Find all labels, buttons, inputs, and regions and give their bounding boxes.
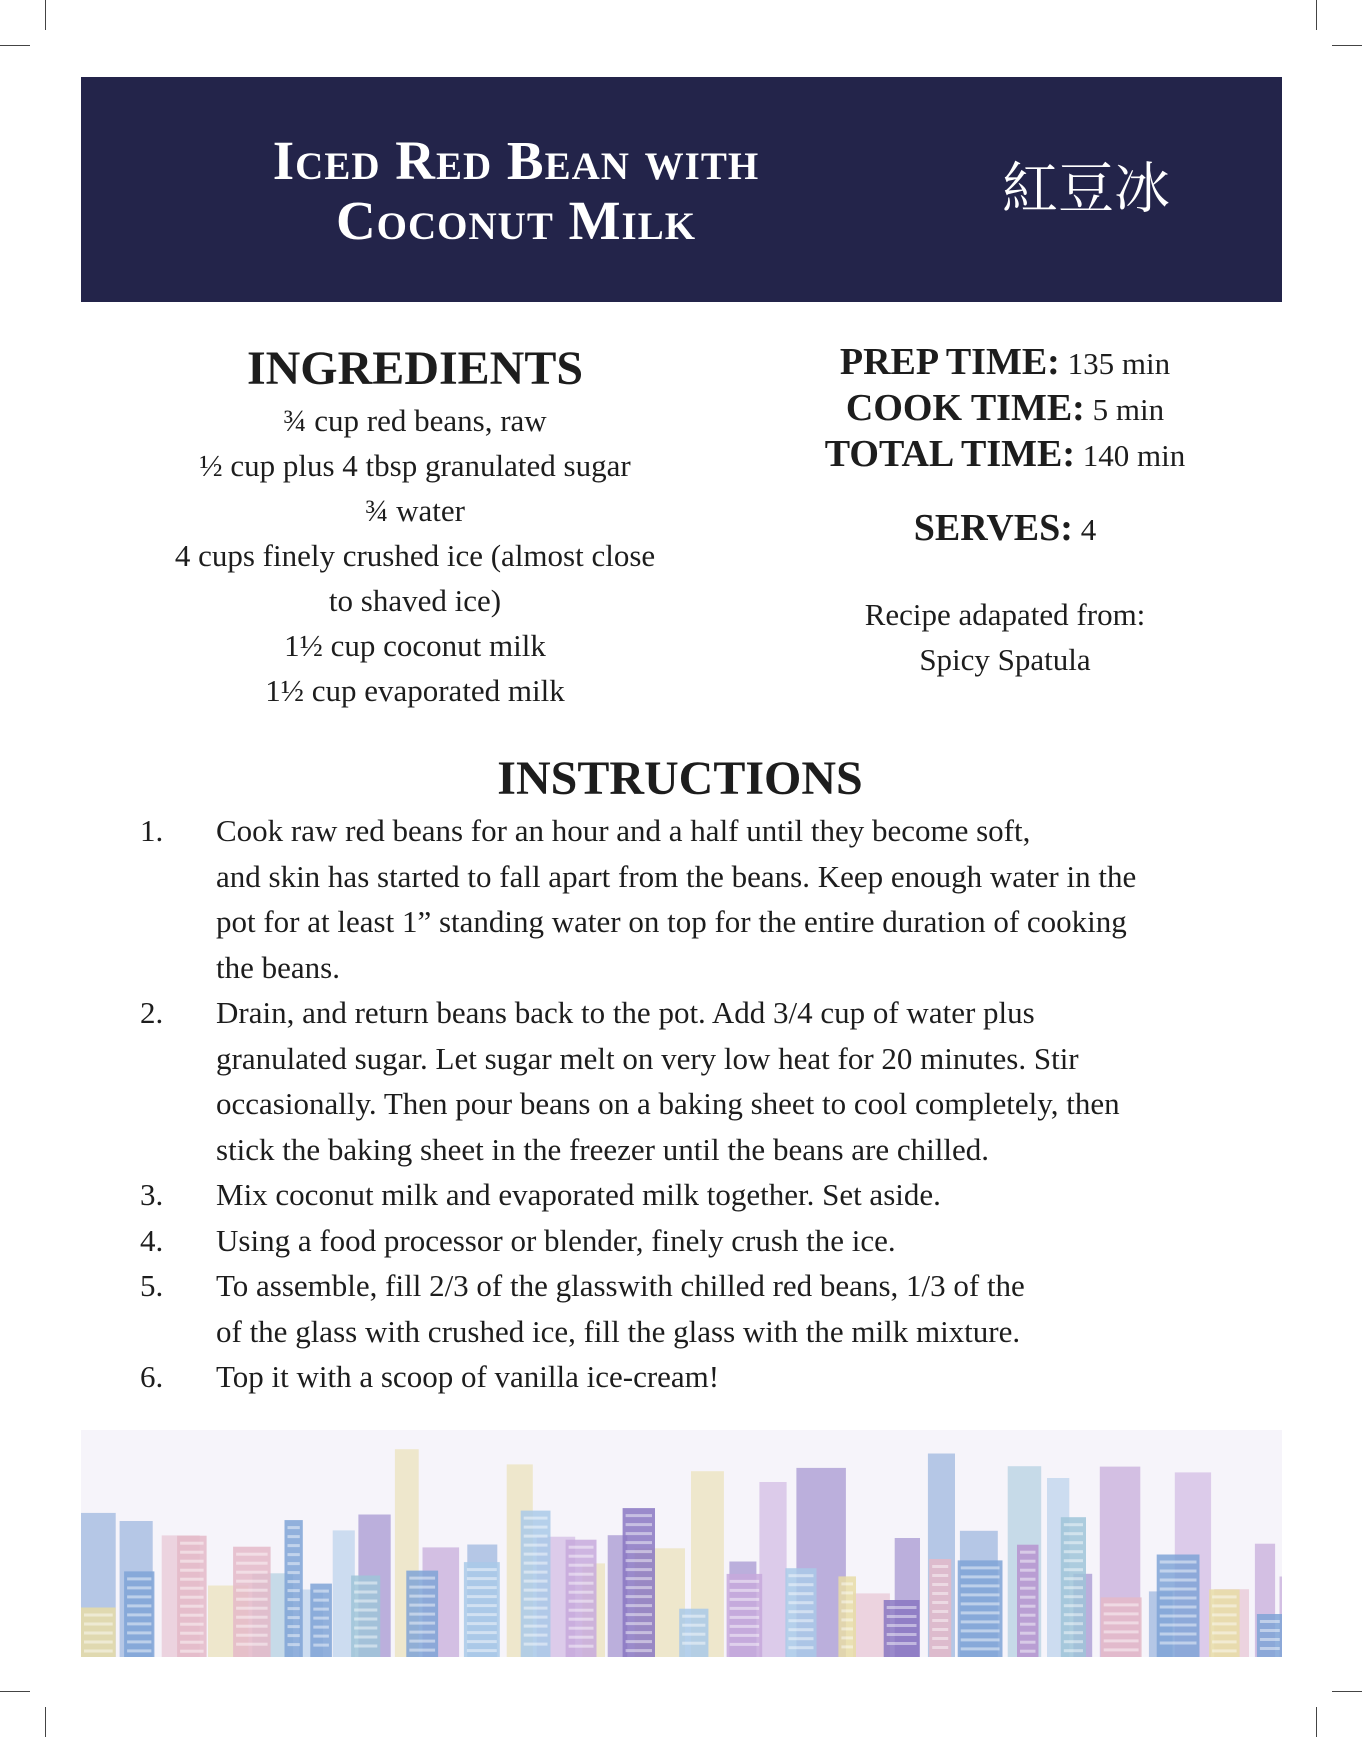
building	[1157, 1555, 1200, 1658]
building	[785, 1568, 816, 1657]
building	[623, 1508, 655, 1657]
ingredient-item: 1½ cup coconut milk	[284, 628, 546, 663]
building	[1209, 1589, 1240, 1657]
city-skyline-illustration	[81, 1410, 1282, 1657]
step-text-line: and skin has started to fall apart from the beans. Keep enough water in the	[216, 858, 1137, 894]
building	[958, 1560, 1003, 1657]
building	[679, 1609, 708, 1657]
serves-value: 4	[1080, 512, 1097, 547]
prep-time-label: PREP TIME:	[839, 341, 1060, 383]
recipe-title-line: Iced Red Bean with	[272, 130, 760, 191]
building	[285, 1520, 303, 1657]
step-text-line: Drain, and return beans back to the pot. Add 3/4 cup of water plus	[216, 995, 1035, 1030]
instruction-step	[130, 990, 1230, 1172]
step-number: 1.	[140, 813, 164, 848]
crop-mark	[45, 0, 46, 30]
ingredient-item: 1½ cup evaporated milk	[265, 673, 565, 708]
ingredient-item: 4 cups finely crushed ice (almost close	[174, 538, 656, 573]
ingredients-heading: INGREDIENTS	[246, 342, 584, 395]
crop-mark	[0, 45, 30, 46]
building	[1061, 1517, 1086, 1657]
building	[727, 1574, 763, 1657]
building	[81, 1608, 116, 1658]
step-number: 2.	[140, 995, 164, 1030]
serves-label: SERVES:	[913, 507, 1073, 549]
title-banner	[81, 77, 1282, 302]
prep-time-value: 135 min	[1067, 346, 1171, 381]
prep-time	[780, 340, 1230, 386]
building	[351, 1576, 380, 1658]
step-text-line: Top it with a scoop of vanilla ice-cream!	[216, 1359, 720, 1394]
building	[177, 1536, 207, 1657]
building	[566, 1540, 597, 1657]
building	[929, 1559, 951, 1657]
building	[759, 1482, 786, 1657]
cook-time-value: 5 min	[1092, 392, 1165, 427]
instructions-heading: INSTRUCTIONS	[497, 752, 863, 805]
ingredient-item: ¾ cup red beans, raw	[283, 403, 547, 438]
step-number: 4.	[140, 1222, 164, 1258]
instruction-step	[130, 1263, 1230, 1354]
crop-mark	[1316, 1707, 1317, 1737]
ingredient-item: ½ cup plus 4 tbsp granulated sugar	[199, 448, 631, 483]
crop-mark	[1332, 45, 1362, 46]
step-number: 3.	[140, 1177, 164, 1212]
instructions-section	[130, 750, 1230, 1400]
building	[521, 1511, 551, 1657]
step-text-line: of the glass with crushed ice, fill the glass with the milk mixture.	[216, 1313, 1021, 1349]
crop-mark	[45, 1707, 46, 1737]
recipe-source-line: Recipe adapated from:	[864, 597, 1146, 632]
ingredients-section	[120, 340, 710, 713]
instruction-step	[130, 1218, 1230, 1264]
step-text-line: the beans.	[216, 949, 340, 985]
step-text-line: occasionally. Then pour beans on a baking sheet to cool completely, then	[216, 1086, 1120, 1121]
ingredient-item: ¾ water	[365, 493, 465, 528]
crop-mark	[0, 1691, 30, 1692]
instruction-step	[130, 808, 1230, 990]
crop-mark	[1332, 1691, 1362, 1692]
recipe-title-chinese: 紅豆冰	[1002, 157, 1170, 222]
cook-time-label: COOK TIME:	[845, 387, 1085, 429]
recipe-title-line: Coconut Milk	[335, 190, 697, 251]
serves	[780, 506, 1230, 552]
building	[310, 1584, 332, 1657]
total-time-label: TOTAL TIME:	[824, 433, 1075, 475]
step-number: 5.	[140, 1268, 164, 1303]
instruction-step	[130, 1354, 1230, 1400]
ingredients-list	[120, 398, 710, 713]
building	[884, 1600, 920, 1657]
instructions-list	[130, 808, 1230, 1400]
total-time	[780, 432, 1230, 478]
step-text-line: Using a food processor or blender, finely crush the ice.	[216, 1222, 896, 1258]
recipe-title	[131, 131, 901, 251]
step-text-line: granulated sugar. Let sugar melt on very low heat for 20 minutes. Stir	[216, 1040, 1079, 1076]
instruction-step	[130, 1172, 1230, 1218]
cook-time	[780, 386, 1230, 432]
building	[1257, 1614, 1282, 1657]
step-text-line: pot for at least 1” standing water on top for the entire duration of cooking	[216, 904, 1127, 939]
recipe-source	[780, 592, 1230, 682]
total-time-value: 140 min	[1082, 438, 1186, 473]
step-number: 6.	[140, 1359, 164, 1394]
step-text-line: To assemble, fill 2/3 of the glasswith chilled red beans, 1/3 of the	[216, 1268, 1025, 1303]
step-text-line: Cook raw red beans for an hour and a half until they become soft,	[216, 813, 1031, 848]
building	[1017, 1545, 1039, 1657]
building	[838, 1576, 856, 1657]
recipe-info-panel	[780, 340, 1230, 682]
building	[406, 1571, 438, 1657]
recipe-source-line: Spicy Spatula	[919, 642, 1091, 677]
step-text-line: Mix coconut milk and evaporated milk together. Set aside.	[216, 1177, 941, 1212]
building	[1101, 1597, 1142, 1657]
building	[124, 1571, 154, 1657]
building	[464, 1562, 500, 1657]
step-text-line: stick the baking sheet in the freezer until the beans are chilled.	[216, 1131, 989, 1167]
crop-mark	[1316, 0, 1317, 30]
building	[233, 1547, 271, 1657]
ingredient-item: to shaved ice)	[328, 583, 502, 618]
